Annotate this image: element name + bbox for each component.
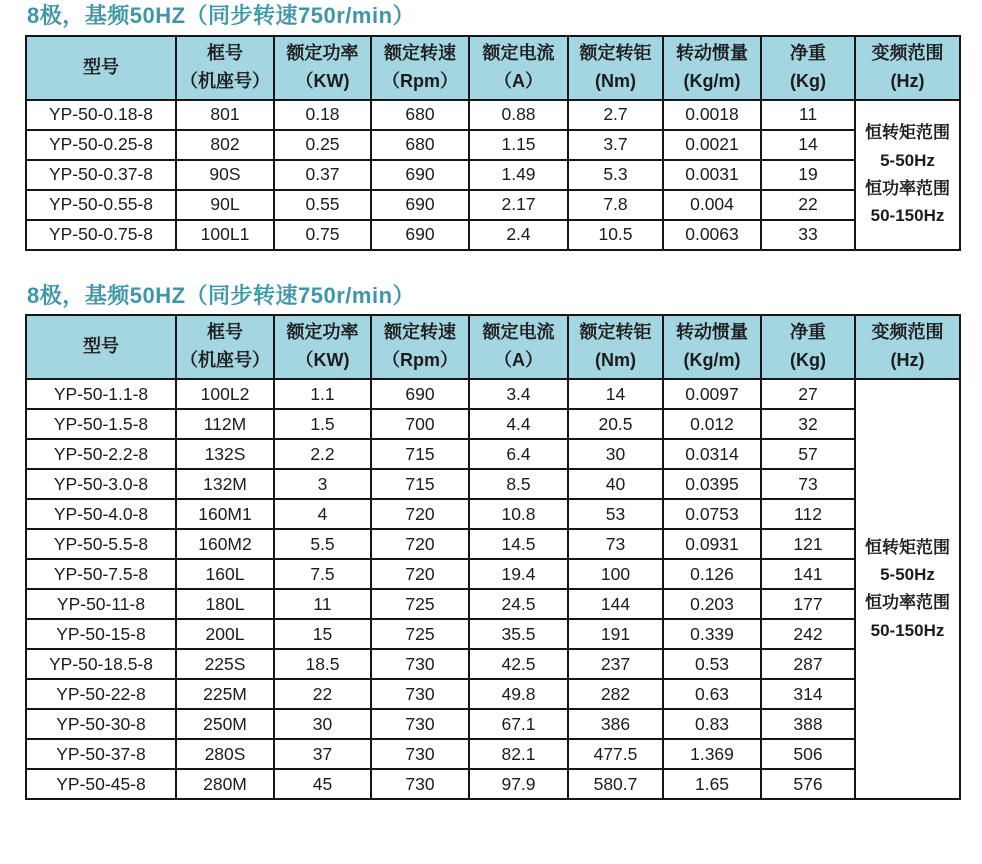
cell-rated-speed: 720 — [371, 559, 469, 589]
table-row — [26, 409, 960, 439]
cell-moment-of-inertia: 0.0018 — [663, 100, 761, 130]
table-row — [26, 769, 960, 799]
cell-rated-power: 0.55 — [274, 190, 371, 220]
header-line1: 额定电流 — [482, 322, 555, 343]
cell-rated-torque: 30 — [568, 439, 663, 469]
cell-model: YP-50-3.0-8 — [26, 469, 176, 499]
cell-rated-speed: 720 — [371, 529, 469, 559]
cell-rated-torque: 580.7 — [568, 769, 663, 799]
cell-model: YP-50-18.5-8 — [26, 649, 176, 679]
motor-spec-table-1 — [25, 35, 961, 251]
header-line2: (Nm) — [595, 70, 636, 91]
cell-net-weight: 314 — [761, 679, 855, 709]
column-header-rated-power — [274, 36, 371, 100]
cell-net-weight: 177 — [761, 589, 855, 619]
cell-rated-speed: 725 — [371, 589, 469, 619]
cell-model: YP-50-1.1-8 — [26, 379, 176, 409]
cell-rated-torque: 100 — [568, 559, 663, 589]
cell-frame-number: 180L — [176, 589, 274, 619]
cell-model: YP-50-15-8 — [26, 619, 176, 649]
cell-model: YP-50-7.5-8 — [26, 559, 176, 589]
table-row — [26, 379, 960, 409]
cell-rated-current: 6.4 — [469, 439, 568, 469]
cell-net-weight: 19 — [761, 160, 855, 190]
table-row — [26, 130, 960, 160]
header-row — [26, 315, 960, 379]
header-line2: (Kg/m) — [683, 70, 741, 91]
cell-rated-torque: 191 — [568, 619, 663, 649]
cell-rated-current: 8.5 — [469, 469, 568, 499]
header-line2: （A） — [494, 350, 543, 370]
cell-rated-torque: 14 — [568, 379, 663, 409]
column-header-rated-torque — [568, 315, 663, 379]
cell-rated-current: 10.8 — [469, 499, 568, 529]
cell-frame-number: 90S — [176, 160, 274, 190]
table-row — [26, 499, 960, 529]
cell-rated-power: 15 — [274, 619, 371, 649]
cell-moment-of-inertia: 0.203 — [663, 589, 761, 619]
column-header-frequency-range — [855, 315, 960, 379]
cell-rated-power: 22 — [274, 679, 371, 709]
cell-net-weight: 506 — [761, 739, 855, 769]
cell-moment-of-inertia: 0.0031 — [663, 160, 761, 190]
cell-rated-torque: 3.7 — [568, 130, 663, 160]
header-line1: 转动惯量 — [676, 322, 748, 343]
header-line1: 净重 — [790, 42, 826, 63]
cell-rated-power: 7.5 — [274, 559, 371, 589]
header-line1: 框号 — [207, 42, 243, 63]
cell-rated-speed: 690 — [371, 220, 469, 250]
cell-rated-current: 19.4 — [469, 559, 568, 589]
cell-moment-of-inertia: 0.63 — [663, 679, 761, 709]
cell-rated-torque: 10.5 — [568, 220, 663, 250]
cell-net-weight: 141 — [761, 559, 855, 589]
cell-rated-power: 0.25 — [274, 130, 371, 160]
cell-rated-power: 5.5 — [274, 529, 371, 559]
cell-rated-torque: 2.7 — [568, 100, 663, 130]
table-row — [26, 220, 960, 250]
cell-rated-power: 37 — [274, 739, 371, 769]
table-row — [26, 679, 960, 709]
header-line2: （KW) — [295, 350, 350, 370]
table-row — [26, 529, 960, 559]
cell-rated-current: 3.4 — [469, 379, 568, 409]
cell-rated-torque: 386 — [568, 709, 663, 739]
cell-frame-number: 132S — [176, 439, 274, 469]
table-row — [26, 589, 960, 619]
table-row — [26, 739, 960, 769]
cell-frame-number: 801 — [176, 100, 274, 130]
table-row — [26, 100, 960, 130]
cell-rated-torque: 40 — [568, 469, 663, 499]
cell-net-weight: 388 — [761, 709, 855, 739]
freq-range-line: 50-150Hz — [870, 620, 945, 640]
cell-net-weight: 57 — [761, 439, 855, 469]
table-row — [26, 439, 960, 469]
cell-rated-current: 42.5 — [469, 649, 568, 679]
cell-rated-power: 2.2 — [274, 439, 371, 469]
cell-model: YP-50-2.2-8 — [26, 439, 176, 469]
cell-rated-current: 35.5 — [469, 619, 568, 649]
cell-rated-current: 2.17 — [469, 190, 568, 220]
table-row — [26, 619, 960, 649]
cell-moment-of-inertia: 0.004 — [663, 190, 761, 220]
cell-frame-number: 280S — [176, 739, 274, 769]
cell-model: YP-50-0.75-8 — [26, 220, 176, 250]
table-title-8pole-1: 8极，基频50HZ（同步转速750r/min） — [27, 3, 416, 28]
header-line2: （Rpm） — [382, 350, 458, 370]
cell-moment-of-inertia: 1.369 — [663, 739, 761, 769]
cell-rated-speed: 680 — [371, 100, 469, 130]
cell-net-weight: 121 — [761, 529, 855, 559]
cell-frame-number: 250M — [176, 709, 274, 739]
header-line2: （机座号） — [180, 70, 270, 91]
column-header-moment-of-inertia — [663, 315, 761, 379]
cell-moment-of-inertia: 0.0063 — [663, 220, 761, 250]
cell-moment-of-inertia: 1.65 — [663, 769, 761, 799]
cell-net-weight: 112 — [761, 499, 855, 529]
cell-moment-of-inertia: 0.012 — [663, 409, 761, 439]
cell-model: YP-50-30-8 — [26, 709, 176, 739]
cell-rated-speed: 715 — [371, 439, 469, 469]
cell-rated-power: 45 — [274, 769, 371, 799]
column-header-frame-number — [176, 36, 274, 100]
cell-rated-speed: 715 — [371, 469, 469, 499]
cell-rated-speed: 730 — [371, 709, 469, 739]
column-header-rated-speed — [371, 36, 469, 100]
cell-rated-power: 1.5 — [274, 409, 371, 439]
cell-moment-of-inertia: 0.0931 — [663, 529, 761, 559]
cell-rated-power: 18.5 — [274, 649, 371, 679]
cell-rated-speed: 720 — [371, 499, 469, 529]
cell-frame-number: 132M — [176, 469, 274, 499]
cell-rated-torque: 7.8 — [568, 190, 663, 220]
cell-rated-torque: 144 — [568, 589, 663, 619]
header-line1: 额定转钜 — [579, 322, 652, 343]
cell-rated-current: 2.4 — [469, 220, 568, 250]
cell-frame-number: 90L — [176, 190, 274, 220]
cell-rated-current: 67.1 — [469, 709, 568, 739]
header-line1: 型号 — [83, 56, 119, 77]
cell-rated-speed: 730 — [371, 739, 469, 769]
cell-net-weight: 33 — [761, 220, 855, 250]
cell-rated-torque: 73 — [568, 529, 663, 559]
freq-range-line: 恒转矩范围 — [865, 537, 950, 557]
cell-frame-number: 280M — [176, 769, 274, 799]
cell-rated-power: 0.37 — [274, 160, 371, 190]
table-row — [26, 649, 960, 679]
header-line1: 额定功率 — [286, 42, 359, 63]
cell-model: YP-50-11-8 — [26, 589, 176, 619]
header-line1: 型号 — [83, 336, 119, 357]
header-line2: (Kg) — [790, 70, 826, 91]
cell-moment-of-inertia: 0.83 — [663, 709, 761, 739]
cell-rated-current: 1.49 — [469, 160, 568, 190]
freq-range-line: 恒功率范围 — [865, 178, 950, 198]
cell-model: YP-50-5.5-8 — [26, 529, 176, 559]
cell-model: YP-50-0.25-8 — [26, 130, 176, 160]
header-line2: (Hz) — [890, 70, 925, 91]
cell-moment-of-inertia: 0.53 — [663, 649, 761, 679]
cell-frame-number: 160L — [176, 559, 274, 589]
cell-rated-speed: 725 — [371, 619, 469, 649]
cell-rated-speed: 730 — [371, 679, 469, 709]
header-line2: (Nm) — [595, 350, 636, 370]
header-line2: (Hz) — [890, 350, 925, 370]
cell-frame-number: 160M2 — [176, 529, 274, 559]
cell-rated-speed: 730 — [371, 769, 469, 799]
header-line2: （KW) — [295, 70, 350, 91]
cell-net-weight: 14 — [761, 130, 855, 160]
column-header-moment-of-inertia — [663, 36, 761, 100]
cell-net-weight: 22 — [761, 190, 855, 220]
cell-net-weight: 242 — [761, 619, 855, 649]
column-header-rated-torque — [568, 36, 663, 100]
cell-rated-speed: 690 — [371, 190, 469, 220]
cell-frame-number: 100L2 — [176, 379, 274, 409]
cell-moment-of-inertia: 0.126 — [663, 559, 761, 589]
cell-rated-torque: 237 — [568, 649, 663, 679]
motor-spec-table-2 — [25, 314, 961, 800]
cell-rated-torque: 20.5 — [568, 409, 663, 439]
cell-moment-of-inertia: 0.0021 — [663, 130, 761, 160]
header-row — [26, 36, 960, 100]
column-header-rated-speed — [371, 315, 469, 379]
cell-rated-power: 11 — [274, 589, 371, 619]
cell-model: YP-50-37-8 — [26, 739, 176, 769]
cell-net-weight: 32 — [761, 409, 855, 439]
cell-frame-number: 802 — [176, 130, 274, 160]
cell-rated-power: 1.1 — [274, 379, 371, 409]
cell-rated-speed: 690 — [371, 379, 469, 409]
cell-moment-of-inertia: 0.0395 — [663, 469, 761, 499]
cell-rated-speed: 700 — [371, 409, 469, 439]
cell-rated-current: 14.5 — [469, 529, 568, 559]
cell-model: YP-50-1.5-8 — [26, 409, 176, 439]
cell-model: YP-50-0.55-8 — [26, 190, 176, 220]
cell-frame-number: 100L1 — [176, 220, 274, 250]
cell-frame-number: 225S — [176, 649, 274, 679]
cell-rated-power: 4 — [274, 499, 371, 529]
cell-model: YP-50-0.37-8 — [26, 160, 176, 190]
table-row — [26, 190, 960, 220]
table-row — [26, 559, 960, 589]
cell-moment-of-inertia: 0.0753 — [663, 499, 761, 529]
header-line1: 转动惯量 — [676, 42, 748, 63]
cell-model: YP-50-4.0-8 — [26, 499, 176, 529]
cell-model: YP-50-22-8 — [26, 679, 176, 709]
cell-frame-number: 225M — [176, 679, 274, 709]
header-line1: 额定电流 — [482, 42, 555, 63]
cell-net-weight: 576 — [761, 769, 855, 799]
column-header-model — [26, 36, 176, 100]
cell-net-weight: 11 — [761, 100, 855, 130]
cell-moment-of-inertia: 0.339 — [663, 619, 761, 649]
column-header-rated-power — [274, 315, 371, 379]
cell-rated-current: 49.8 — [469, 679, 568, 709]
header-line1: 额定转钜 — [579, 42, 652, 63]
column-header-frame-number — [176, 315, 274, 379]
cell-rated-current: 24.5 — [469, 589, 568, 619]
cell-moment-of-inertia: 0.0314 — [663, 439, 761, 469]
freq-range-line: 恒转矩范围 — [865, 123, 950, 143]
cell-rated-torque: 5.3 — [568, 160, 663, 190]
header-line1: 净重 — [790, 322, 826, 343]
cell-net-weight: 73 — [761, 469, 855, 499]
header-line1: 额定转速 — [384, 322, 456, 343]
freq-range-cell — [855, 379, 960, 799]
column-header-rated-current — [469, 315, 568, 379]
header-line2: (Kg) — [790, 350, 826, 370]
cell-rated-current: 4.4 — [469, 409, 568, 439]
cell-rated-power: 30 — [274, 709, 371, 739]
spec-table-section-1 — [25, 2, 982, 251]
cell-rated-speed: 730 — [371, 649, 469, 679]
freq-range-line: 50-150Hz — [870, 206, 945, 226]
cell-frame-number: 200L — [176, 619, 274, 649]
cell-moment-of-inertia: 0.0097 — [663, 379, 761, 409]
freq-range-line: 5-50Hz — [880, 150, 935, 170]
table-row — [26, 709, 960, 739]
header-line2: （A） — [494, 70, 543, 91]
freq-range-line: 5-50Hz — [880, 565, 935, 585]
header-line2: (Kg/m) — [683, 350, 741, 370]
table-row — [26, 160, 960, 190]
cell-rated-torque: 477.5 — [568, 739, 663, 769]
cell-net-weight: 27 — [761, 379, 855, 409]
cell-frame-number: 160M1 — [176, 499, 274, 529]
header-line1: 变频范围 — [871, 322, 944, 343]
cell-model: YP-50-45-8 — [26, 769, 176, 799]
header-line1: 额定功率 — [286, 322, 359, 343]
cell-rated-current: 1.15 — [469, 130, 568, 160]
cell-frame-number: 112M — [176, 409, 274, 439]
spec-table-section-2 — [25, 282, 982, 801]
header-line2: （机座号） — [180, 350, 270, 370]
freq-range-line: 恒功率范围 — [865, 593, 950, 612]
column-header-net-weight — [761, 315, 855, 379]
cell-rated-power: 3 — [274, 469, 371, 499]
cell-rated-torque: 53 — [568, 499, 663, 529]
column-header-net-weight — [761, 36, 855, 100]
cell-net-weight: 287 — [761, 649, 855, 679]
column-header-rated-current — [469, 36, 568, 100]
column-header-model — [26, 315, 176, 379]
freq-range-cell — [855, 100, 960, 250]
cell-rated-current: 82.1 — [469, 739, 568, 769]
cell-rated-speed: 690 — [371, 160, 469, 190]
header-line1: 变频范围 — [871, 42, 944, 63]
cell-rated-power: 0.75 — [274, 220, 371, 250]
cell-rated-speed: 680 — [371, 130, 469, 160]
cell-rated-current: 0.88 — [469, 100, 568, 130]
cell-rated-current: 97.9 — [469, 769, 568, 799]
cell-rated-power: 0.18 — [274, 100, 371, 130]
cell-rated-torque: 282 — [568, 679, 663, 709]
header-line1: 额定转速 — [384, 42, 456, 63]
cell-model: YP-50-0.18-8 — [26, 100, 176, 130]
table-title-8pole-2: 8极，基频50HZ（同步转速750r/min） — [27, 282, 416, 308]
header-line1: 框号 — [207, 322, 243, 343]
table-row — [26, 469, 960, 499]
column-header-frequency-range — [855, 36, 960, 100]
header-line2: （Rpm） — [382, 70, 458, 91]
